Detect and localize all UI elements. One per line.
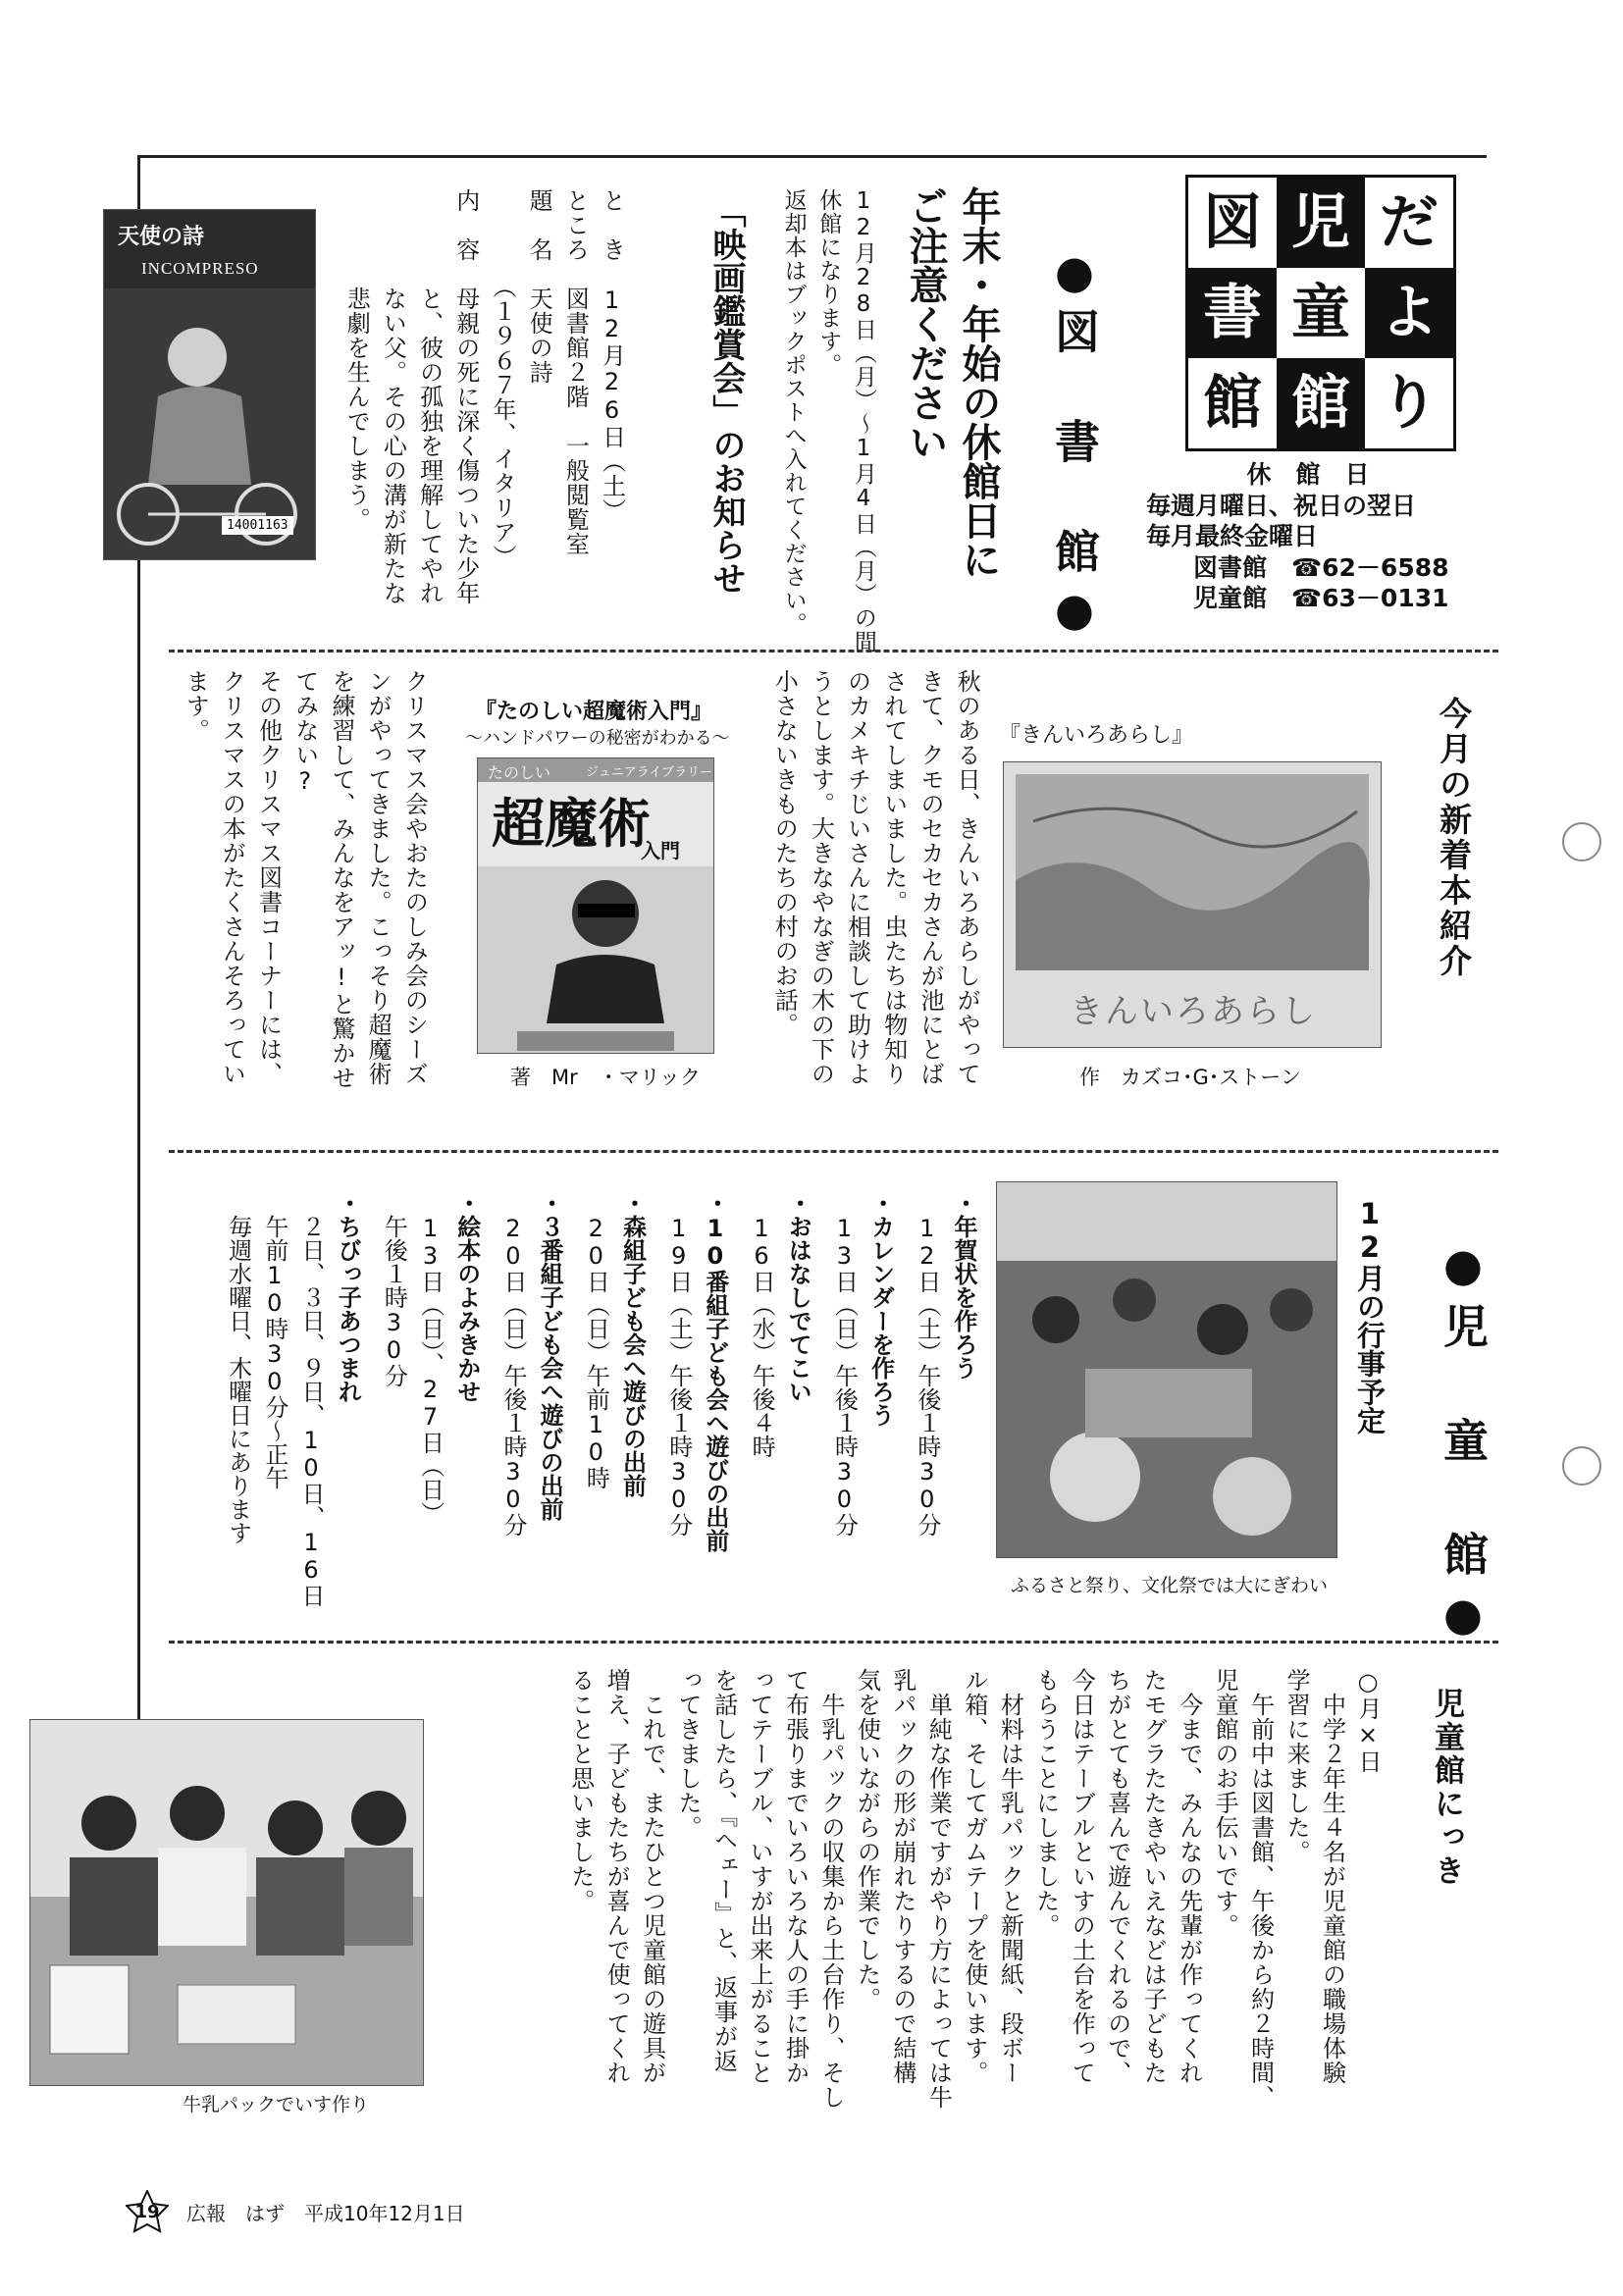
book1-description: 秋のある日、きんいろあらしがやって きて、クモのセカセカさんが池にとば されてしまいました。虫たちは物知り のカメキチじいさんに相談して助けよ うとします。大きなやなぎの木の下の 小さないきものたちの村のお話。 bbox=[770, 669, 981, 1086]
diary-text: ○月×日 中学２年生４名が児童館の職場体験 学習に来ました。 午前中は図書館、午後から約２時間、 児童館のお手伝いです。 今まで、みんなの先輩が作ってくれ たモグラたたきやいえなどは子どもた ちがとても喜んで遊んでくれるので、 今日はテーブルといすの土台を作って もらうことにしました。 材料は牛乳パックと新聞紙、段ボー ル箱、そしてガムテープを使います。 単純な作業ですがやり方によっては牛 乳パックの形が崩れたりするので結構 気を使いながらの作業でした。 牛乳パックの収集から土台作り、そし て布張りまでいろいろな人の手に掛か ってテーブル、いすが出来上がること を話したら、『ヘェー』と、返事が返 ってきました。 これで、またひとつ児童館の遊具が 増え、子どもたちが喜んで使ってくれ ることと思いました。 bbox=[566, 1668, 1382, 2110]
students-with-cartons-illustration bbox=[30, 1720, 423, 2085]
list-item bbox=[743, 1191, 815, 1633]
book2-title: 『たのしい超魔術入門』 bbox=[475, 700, 713, 724]
library-phone: 図書館 ☎62－6588 bbox=[1193, 552, 1449, 582]
book2-cover bbox=[477, 757, 714, 1054]
closing-days-line1: 毎週月曜日、祝日の翌日 bbox=[1146, 491, 1417, 520]
event-time: 13日（日）、27日（日） 午後１時30分 bbox=[380, 1215, 445, 1525]
list-item bbox=[219, 1191, 365, 1633]
logo-char: 図 bbox=[1188, 178, 1277, 268]
childrens-hall-section-title: ●児 童 館● bbox=[1437, 1238, 1490, 1652]
events-heading: 12月の行事予定 bbox=[1353, 1197, 1387, 1435]
logo-char: 童 bbox=[1277, 268, 1365, 358]
book2-subtitle: ～ハンドパワーの秘密がわかる～ bbox=[465, 728, 730, 749]
event-name: ・おはなしでてこい bbox=[784, 1191, 812, 1403]
list-item bbox=[375, 1191, 485, 1633]
new-books-heading: 今月の新着本紹介 bbox=[1435, 697, 1473, 979]
childrens-hall-phone: 児童館 ☎63－0131 bbox=[1193, 584, 1449, 612]
page-number: 19 bbox=[134, 2201, 160, 2222]
book1-cover-title-text: きんいろあらし bbox=[1070, 992, 1317, 1031]
milk-carton-chair-photo bbox=[29, 1719, 424, 2086]
binder-hole-bottom bbox=[1562, 1446, 1601, 1486]
event-time: 20日（日）午前10時 bbox=[582, 1191, 610, 1489]
event-name: ・絵本のよみきかせ bbox=[452, 1191, 481, 1403]
book2-description: クリスマス会やおたのしみ会のシーズ ンがやってきました。こっそり超魔術 を練習して、みんなをアッ!と驚かせ てみない? その他クリスマス図書コーナーには、 クリスマスの本がたくさんそろってい ます。 bbox=[182, 669, 429, 1090]
list-item bbox=[495, 1191, 567, 1633]
event-name: ・年賀状を作ろう bbox=[950, 1191, 977, 1380]
movie-cover-code-label: 14001163 bbox=[222, 516, 293, 535]
publication-footer: 広報 はず 平成10年12月1日 bbox=[186, 2202, 465, 2225]
dashed-divider-3 bbox=[169, 1641, 1498, 1644]
notice-body: 12月28日（月）～1月4日（月）の間 休館になります。 返却本はブックポストへ入れてください。 bbox=[780, 188, 876, 653]
library-section-title: ●図 書 館● bbox=[1048, 245, 1101, 646]
binder-hole-top bbox=[1562, 822, 1601, 861]
closing-days-line2: 毎月最終金曜日 bbox=[1146, 522, 1319, 550]
book2-author: 著 Mr ・マリック bbox=[510, 1066, 701, 1089]
logo-char: 館 bbox=[1277, 358, 1365, 448]
movie-cover bbox=[103, 209, 316, 560]
event-name: ・10番組子ども会へ遊びの出前 bbox=[701, 1191, 729, 1552]
logo-char: り bbox=[1365, 358, 1453, 448]
movie-event-title: 「映画鑑賞会」のお知らせ bbox=[707, 194, 746, 595]
closing-days-heading: 休 館 日 bbox=[1246, 460, 1370, 489]
event-time: ２日、３日、９日、10日、16日 午前10時30分～正午 毎週水曜日、木曜日にあります bbox=[224, 1215, 325, 1607]
frame-top-rule bbox=[137, 155, 1487, 158]
closing-days-info bbox=[1146, 459, 1470, 614]
book1-cover bbox=[1003, 761, 1382, 1048]
movie-cover-title: 天使の詩 bbox=[118, 225, 205, 249]
event-name: ・カレンダーを作ろう bbox=[866, 1191, 895, 1427]
list-item bbox=[660, 1191, 733, 1633]
book2-cover-small-text: たのしい bbox=[488, 763, 551, 782]
events-list bbox=[177, 1191, 981, 1633]
event-name: ・森組子ども会へ遊びの出前 bbox=[618, 1191, 647, 1497]
event-name: ・３番組子ども会へ遊びの出前 bbox=[536, 1191, 564, 1521]
event-time: 16日（水）午後４時 bbox=[748, 1191, 776, 1458]
milk-carton-photo-caption: 牛乳パックでいす作り bbox=[183, 2094, 370, 2115]
event-time: 12日（土）午後１時30分 bbox=[913, 1191, 941, 1537]
list-item bbox=[825, 1191, 898, 1633]
festival-crowd-illustration bbox=[997, 1182, 1336, 1557]
logo-char: だ bbox=[1365, 178, 1453, 268]
dashed-divider-2 bbox=[169, 1150, 1498, 1153]
movie-event-details: と き 12月26日（土） ところ 図書館２階 一般閲覧室 題 名 天使の詩 （１９６７年、イタリア） 内 容 母親の死に深く傷ついた少年 と、彼の孤独を理解してやれ ない父。その心の溝が新たな 悲劇を生んでしまう。 bbox=[342, 188, 626, 605]
event-time: 20日（日）午後１時30分 bbox=[498, 1191, 527, 1537]
library-newsletter-logo bbox=[1185, 175, 1456, 451]
list-item bbox=[909, 1191, 981, 1633]
festival-photo bbox=[996, 1181, 1337, 1558]
book1-author: 作 カズコ･G･ストーン bbox=[1079, 1066, 1301, 1089]
book2-cover-series: ジュニアライブラリー bbox=[586, 765, 712, 780]
book2-cover-main-text: 超魔術 bbox=[492, 793, 651, 855]
event-time: 13日（日）午後１時30分 bbox=[830, 1191, 859, 1537]
page-number-badge bbox=[126, 2190, 169, 2233]
book2-cover-sub-text: 入門 bbox=[641, 839, 680, 862]
book1-title: 『きんいろあらし』 bbox=[999, 723, 1194, 748]
festival-photo-caption: ふるさと祭り、文化祭では大にぎわい bbox=[1011, 1575, 1329, 1596]
magician-photo-illustration bbox=[478, 866, 713, 1053]
list-item bbox=[577, 1191, 650, 1633]
movie-cover-subtitle: INCOMPRESO bbox=[141, 259, 259, 278]
event-time: 19日（土）午後１時30分 bbox=[664, 1191, 693, 1537]
notice-title: 年末・年始の休館日に ご注意ください bbox=[903, 186, 1001, 579]
event-name: ・ちびっ子あつまれ bbox=[334, 1191, 362, 1403]
logo-char: 児 bbox=[1277, 178, 1365, 268]
logo-char: よ bbox=[1365, 268, 1453, 358]
logo-char: 書 bbox=[1188, 268, 1277, 358]
dashed-divider-1 bbox=[169, 650, 1498, 652]
diary-heading: 児童館にっき bbox=[1429, 1688, 1464, 1888]
logo-char: 館 bbox=[1188, 358, 1277, 448]
